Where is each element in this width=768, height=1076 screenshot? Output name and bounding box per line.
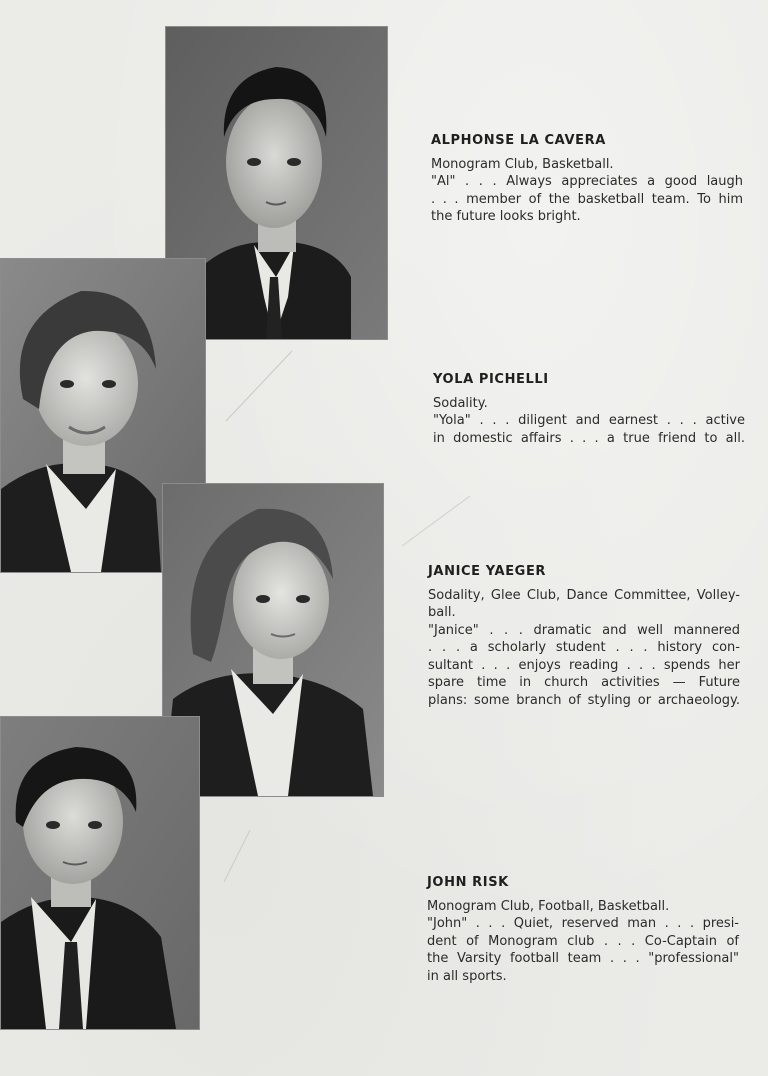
portrait-image [1, 717, 199, 1029]
description-line: . . . member of the basketball team. To him [431, 191, 743, 207]
description-line: "John" . . . Quiet, reserved man . . . presi- [427, 916, 739, 931]
description-line: in domestic affairs . . . a true friend to all. [433, 430, 745, 446]
student-activities: Sodality, Glee Club, Dance Committee, Volley- [428, 587, 740, 603]
student-activities: ball. [428, 605, 456, 620]
description-line: . . . a scholarly student . . . history con- [428, 640, 740, 655]
student-activities: Sodality. [433, 395, 488, 411]
description-line: plans: some branch of styling or archaeology. [428, 692, 740, 708]
description-line: "Janice" . . . dramatic and well mannered [428, 622, 740, 638]
student-name: JOHN RISK [427, 875, 509, 890]
student-name: JANICE YAEGER [428, 564, 547, 579]
description-line: spare time in church activities — Future [428, 675, 740, 690]
student-entry [433, 371, 745, 447]
description-line: the future looks bright. [431, 209, 581, 224]
student-activities: Monogram Club, Basketball. [431, 156, 614, 172]
description-line: "Al" . . . Always appreciates a good laugh [431, 174, 743, 189]
student-activities: Monogram Club, Football, Basketball. [427, 898, 670, 914]
description-line: sultant . . . enjoys reading . . . spends her [428, 657, 740, 673]
description-line: the Varsity football team . . . "professional" [427, 951, 739, 966]
description-line: dent of Monogram club . . . Co-Captain of [427, 933, 739, 949]
student-name: ALPHONSE LA CAVERA [431, 133, 606, 148]
description-line: "Yola" . . . diligent and earnest . . . active [433, 413, 745, 428]
description-line: in all sports. [427, 968, 507, 984]
student-entry [428, 563, 740, 709]
pencil-mark [220, 826, 260, 886]
pencil-mark [222, 345, 302, 425]
student-entry [427, 874, 739, 985]
student-name: YOLA PICHELLI [433, 372, 549, 387]
student-entry [431, 132, 743, 226]
pencil-mark [398, 490, 478, 550]
portrait-photo-john [0, 716, 200, 1030]
